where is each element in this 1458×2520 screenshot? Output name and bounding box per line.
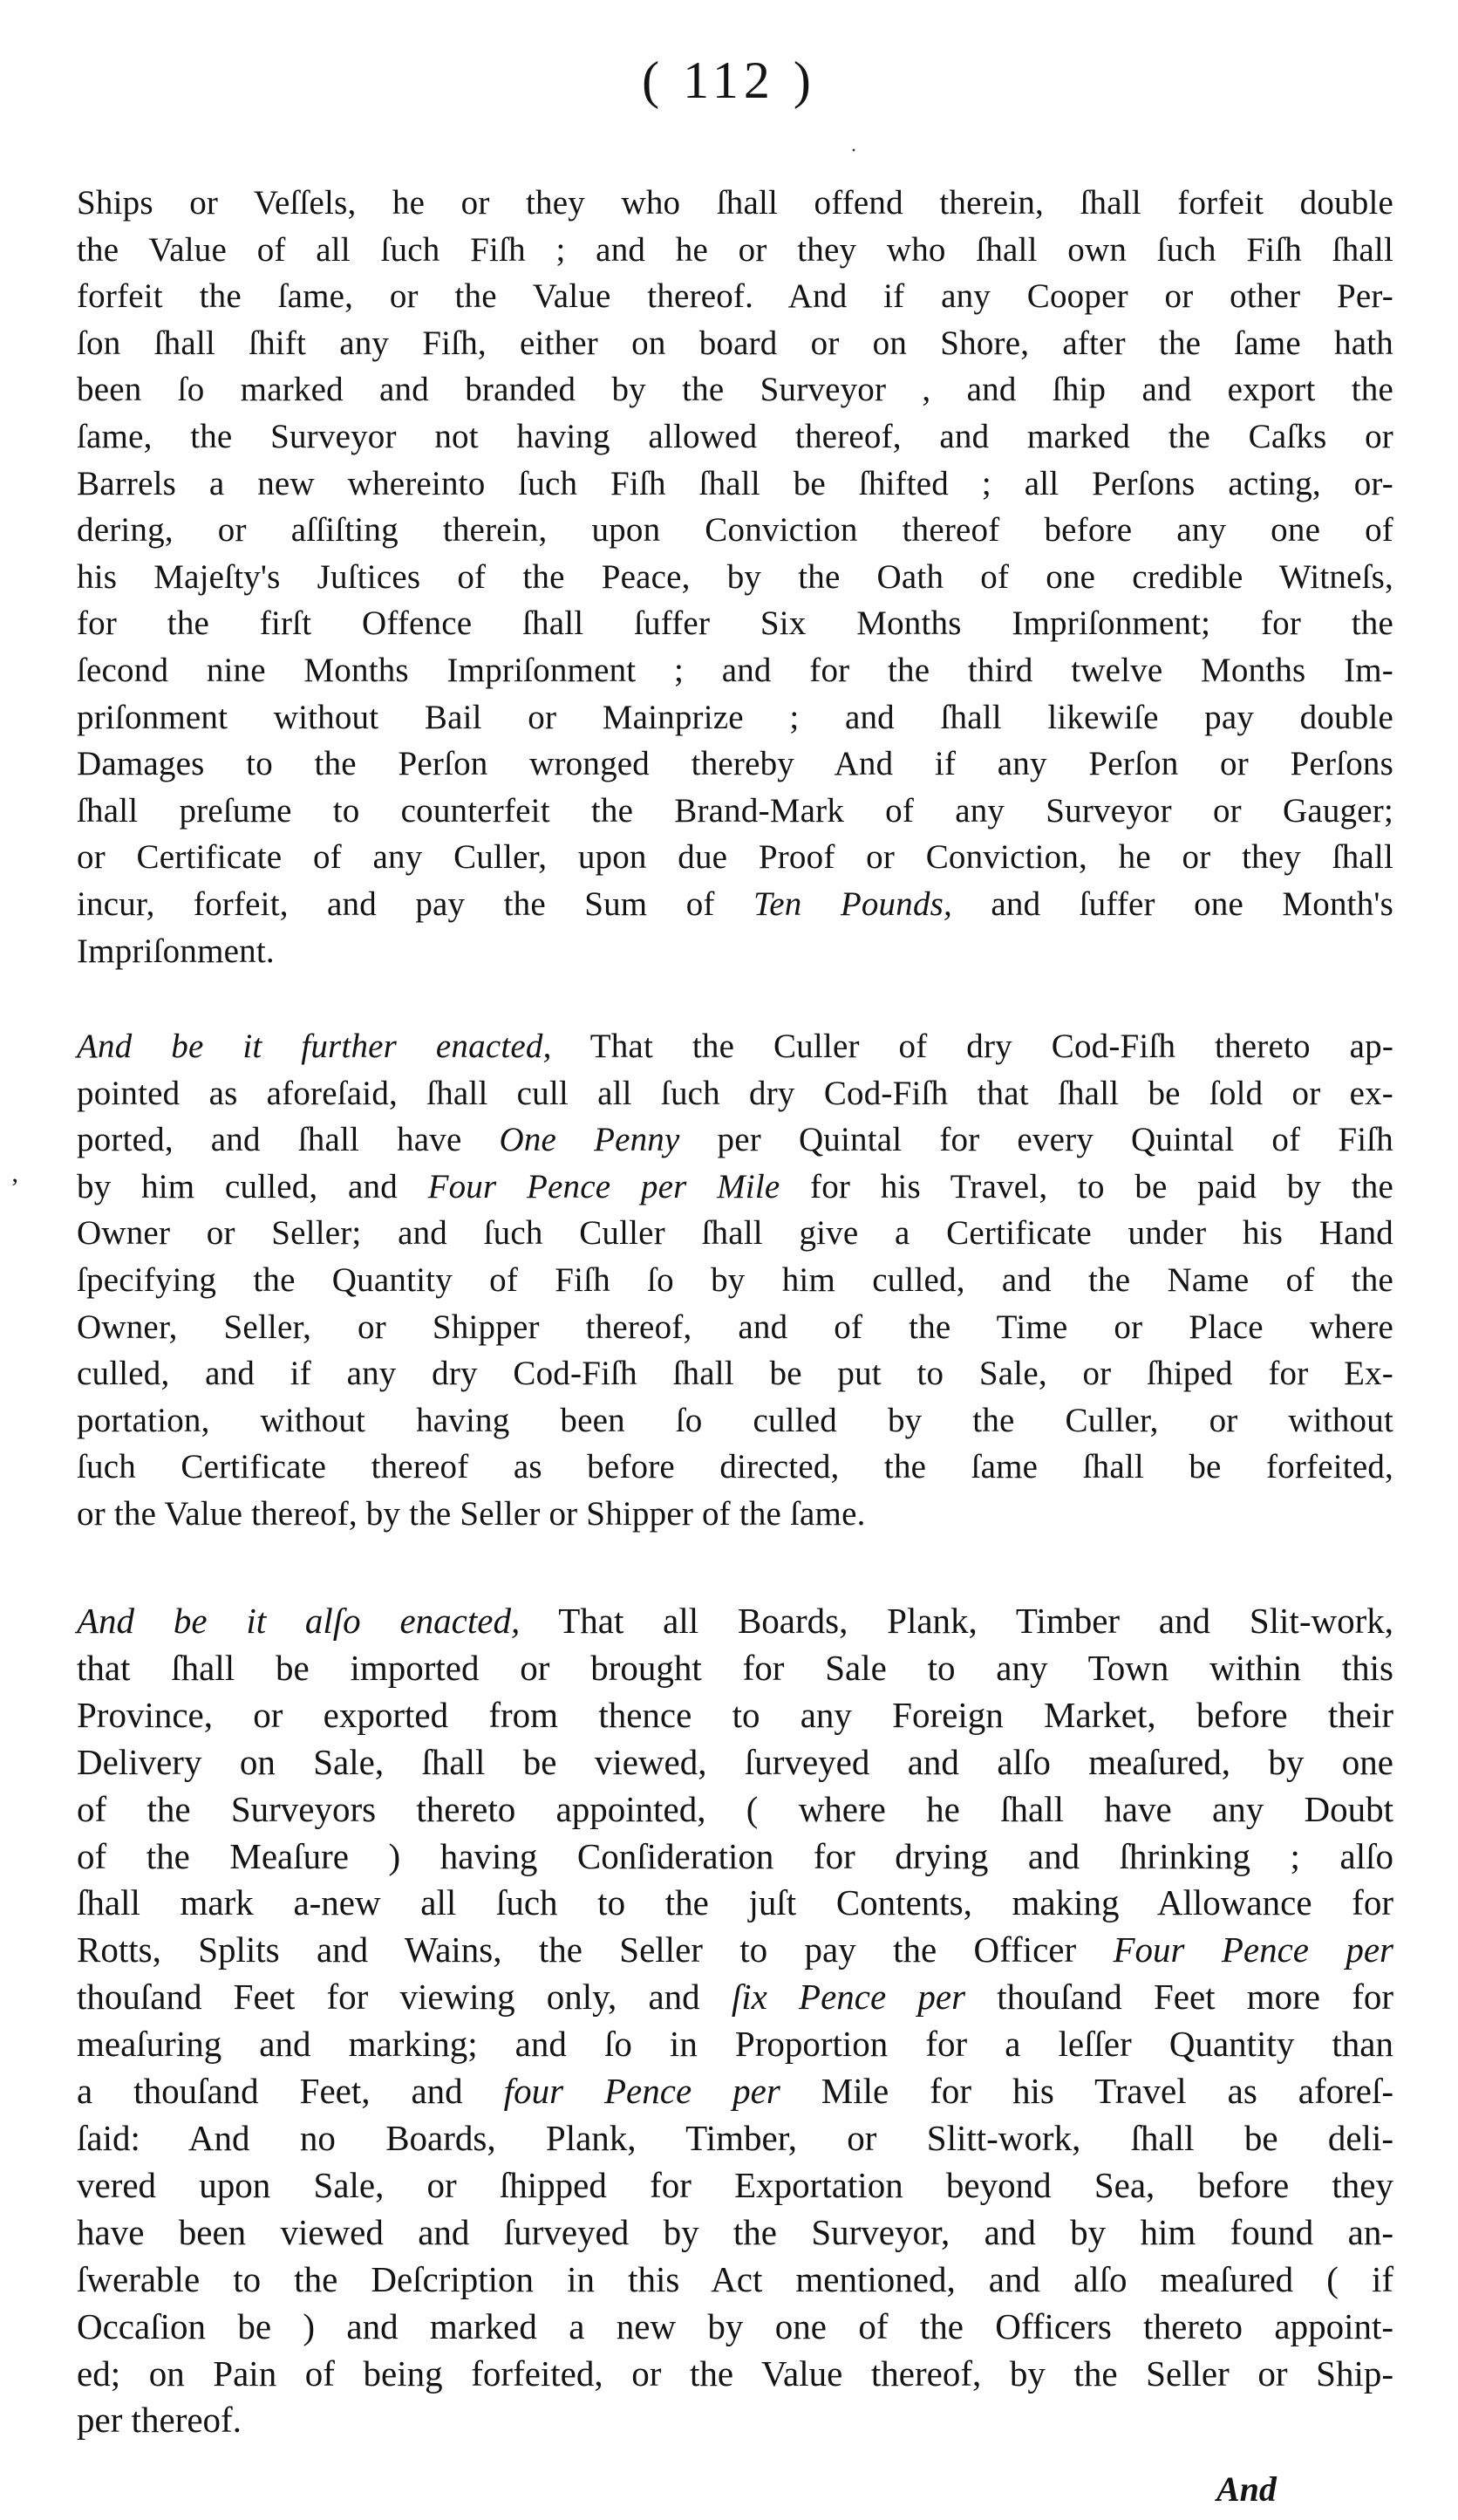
text-line: ſpecifying the Quantity of Fiſh ſo by him culled, and the Name of the	[77, 1260, 1393, 1299]
text-line: ſhall mark a-new all ſuch to the juſt Contents, making Allowance for	[77, 1882, 1393, 1923]
margin-mark: ’	[10, 1173, 19, 1202]
paragraph-boards-timber	[77, 1598, 1393, 2444]
text-line: Province, or exported from thence to any Foreign Market, before their	[77, 1694, 1393, 1735]
text-line: per thereof.	[77, 2400, 242, 2441]
text-line: ſecond nine Months Impriſonment ; and for the third twelve Months Im-	[77, 651, 1393, 689]
text-line: of the Meaſure ) having Conſideration for drying and ſhrinking ; alſo	[77, 1835, 1393, 1876]
text-line: ſame, the Surveyor not having allowed thereof, and marked the Caſks or	[77, 417, 1393, 455]
text-line: ported, and ſhall have One Penny per Quintal for every Quintal of Fiſh	[77, 1121, 1393, 1159]
text-line: thouſand Feet for viewing only, and ſix Pence per thouſand Feet more for	[77, 1977, 1393, 2018]
text-line: for the firſt Offence ſhall ſuffer Six Months Impriſonment; for the	[77, 604, 1393, 643]
text-line: Rotts, Splits and Wains, the Seller to pay the Officer Four Pence per	[77, 1929, 1393, 1970]
text-line: ſuch Certificate thereof as before directed, the ſame ſhall be forfeited,	[77, 1448, 1393, 1486]
text-line: the Value of all ſuch Fiſh ; and he or they who ſhall own ſuch Fiſh ſhall	[77, 230, 1393, 269]
text-line: that ſhall be imported or brought for Sale to any Town within this	[77, 1647, 1393, 1688]
text-line: meaſuring and marking; and ſo in Proportion for a leſſer Quantity than	[77, 2024, 1393, 2065]
text-line: ſon ſhall ſhift any Fiſh, either on board or on Shore, after the ſame hath	[77, 324, 1393, 362]
text-line: ſhall preſume to counterfeit the Brand-Mark of any Surveyor or Gauger;	[77, 791, 1393, 830]
text-line: ed; on Pain of being forfeited, or the Value thereof, by the Seller or Ship-	[77, 2353, 1393, 2394]
text-line: a thouſand Feet, and four Pence per Mile for his Travel as aforeſ-	[77, 2071, 1394, 2112]
text-line: Damages to the Perſon wronged thereby And if any Perſon or Perſons	[77, 745, 1393, 783]
text-line: ſwerable to the Deſcription in this Act mentioned, and alſo meaſured ( if	[77, 2258, 1393, 2299]
text-line: dering, or aſſiſting therein, upon Conviction thereof before any one of	[77, 511, 1393, 550]
text-line: Occaſion be ) and marked a new by one of the Officers thereto appoint-	[77, 2305, 1393, 2346]
text-line: priſonment without Bail or Mainprize ; and ſhall likewiſe pay double	[77, 698, 1393, 736]
paragraph-cod-fish-culler	[77, 1023, 1393, 1538]
text-line: been ſo marked and branded by the Surveyor , and ſhip and export the	[77, 371, 1393, 409]
ink-mark: ·	[850, 140, 857, 162]
text-line: Ships or Veſſels, he or they who ſhall offend therein, ſhall forfeit double	[77, 184, 1393, 222]
text-line: Delivery on Sale, ſhall be viewed, ſurveyed and alſo meaſured, by one	[77, 1741, 1393, 1782]
text-line: portation, without having been ſo culled by the Culler, or without	[77, 1401, 1393, 1439]
text-line: Barrels a new whereinto ſuch Fiſh ſhall be ſhifted ; all Perſons acting, or-	[77, 464, 1393, 502]
text-line: Impriſonment.	[77, 932, 275, 970]
catchword: And	[1216, 2469, 1277, 2509]
text-line: his Majeſty's Juſtices of the Peace, by the Oath of one credible Witneſs,	[77, 557, 1393, 596]
text-line: forfeit the ſame, or the Value thereof. And if any Cooper or other Per-	[77, 277, 1393, 316]
paragraph-fish-forfeiture	[77, 180, 1393, 974]
text-line: And be it further enacted, That the Culler of dry Cod-Fiſh thereto ap-	[77, 1028, 1394, 1065]
text-line: or the Value thereof, by the Seller or Shipper of the ſame.	[77, 1494, 866, 1533]
text-line: by him culled, and Four Pence per Mile for his Travel, to be paid by the	[77, 1167, 1393, 1205]
text-line: pointed as aforeſaid, ſhall cull all ſuch dry Cod-Fiſh that ſhall be ſold or ex-	[77, 1074, 1393, 1112]
page-number: ( 112 )	[642, 51, 816, 109]
text-line: incur, forfeit, and pay the Sum of Ten Pounds, and ſuffer one Month's	[77, 884, 1394, 923]
text-line: Owner, Seller, or Shipper thereof, and of the Time or Place where	[77, 1308, 1393, 1346]
text-line: of the Surveyors thereto appointed, ( where he ſhall have any Doubt	[77, 1788, 1393, 1829]
text-line: have been viewed and ſurveyed by the Surveyor, and by him found an-	[77, 2211, 1393, 2252]
text-line: ſaid: And no Boards, Plank, Timber, or Slitt-work, ſhall be deli-	[77, 2117, 1393, 2158]
text-line: culled, and if any dry Cod-Fiſh ſhall be put to Sale, or ſhiped for Ex-	[77, 1355, 1393, 1393]
text-line: vered upon Sale, or ſhipped for Exportation beyond Sea, before they	[77, 2164, 1393, 2205]
text-line: Owner or Seller; and ſuch Culler ſhall give a Certificate under his Hand	[77, 1214, 1393, 1253]
text-line: And be it alſo enacted, That all Boards, Plank, Timber and Slit-work,	[77, 1601, 1393, 1641]
text-line: or Certificate of any Culler, upon due Proof or Conviction, he or they ſhall	[77, 838, 1393, 877]
